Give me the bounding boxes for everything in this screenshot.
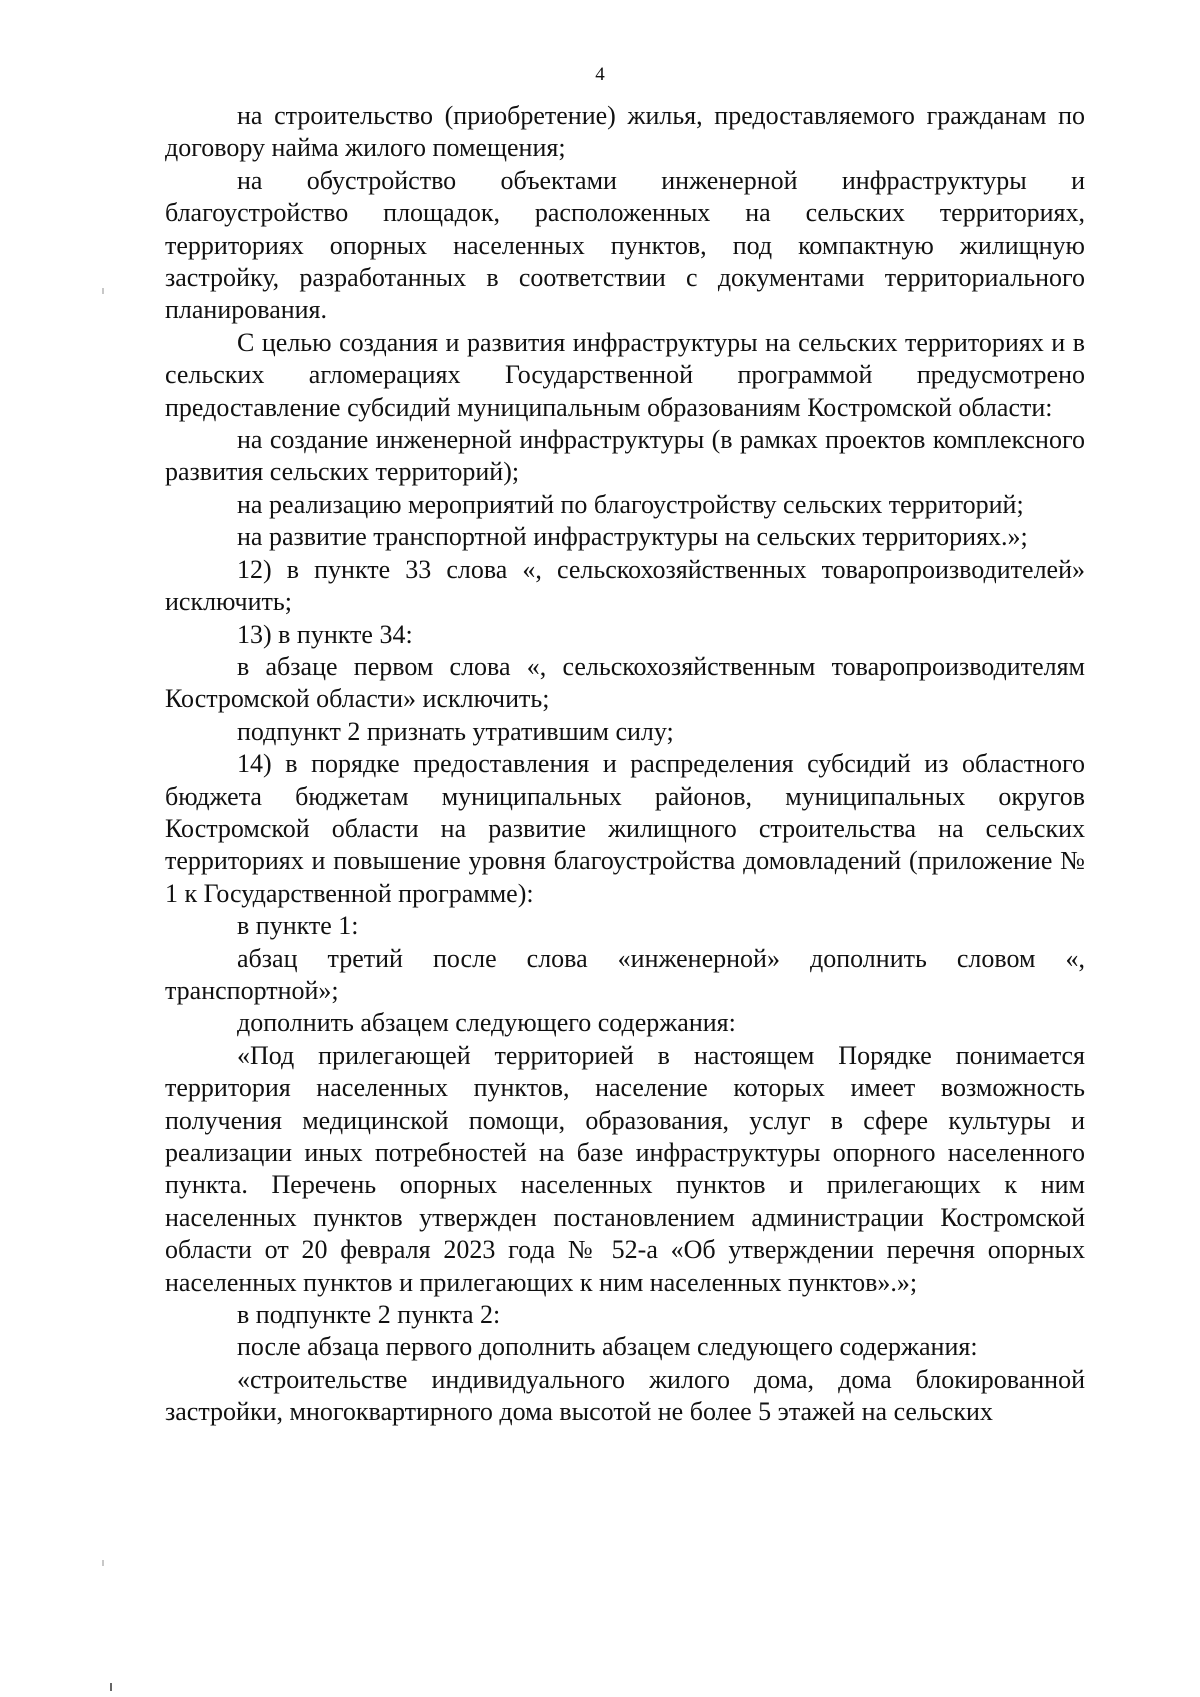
paragraph: «строительстве индивидуального жилого дома, дома блокированной застройки, многоквартирного дома высотой не более 5 этажей на сельских: [165, 1364, 1085, 1427]
paragraph: дополнить абзацем следующего содержания:: [237, 1008, 736, 1038]
paragraph: абзац третий после слова «инженерной» дополнить словом «, транспортной»;: [165, 943, 1085, 1005]
paragraph: в пункте 1:: [237, 911, 359, 941]
paragraph: в подпункте 2 пункта 2:: [237, 1300, 501, 1330]
scan-mark: [102, 1560, 104, 1566]
paragraph: С целью создания и развития инфраструктуры на сельских территориях и в сельских агломерациях Государственной программой предусмотрено предоставление субсидий муниципальным образованиям Костромской области:: [165, 327, 1085, 422]
paragraph: после абзаца первого дополнить абзацем следующего содержания:: [237, 1332, 978, 1362]
paragraph: на строительство (приобретение) жилья, предоставляемого гражданам по договору найма жилого помещения;: [165, 101, 1085, 163]
paragraph: подпункт 2 признать утратившим силу;: [237, 716, 674, 746]
document-body: [165, 100, 1085, 1429]
scan-mark: [102, 288, 104, 294]
page-number: 4: [595, 64, 605, 85]
paragraph: на создание инженерной инфраструктуры (в рамках проектов комплексного развития сельских территорий);: [165, 425, 1085, 487]
paragraph: 13) в пункте 34:: [237, 619, 413, 649]
paragraph: «Под прилегающей территорией в настоящем Порядке понимается территория населенных пунктов, население которых имеет возможность получения медицинской помощи, образования, услуг в сфере культуры и реализации иных потребностей на базе инфраструктуры опорного населенного пункта. Перечень опорных населенных пунктов и прилегающих к ним населенных пунктов утвержден постановлением администрации Костромской области от 20 февраля 2023 года № 52-а «Об утверждении перечня опорных населенных пунктов и прилегающих к ним населенных пунктов».»;: [165, 1040, 1085, 1297]
paragraph: 14) в порядке предоставления и распределения субсидий из областного бюджета бюджетам муниципальных районов, муниципальных округов Костромской области на развитие жилищного строительства на сельских территориях и повышение уровня благоустройства домовладений (приложение № 1 к Государственной программе):: [165, 749, 1085, 908]
paragraph: на развитие транспортной инфраструктуры на сельских территориях.»;: [237, 522, 1028, 552]
paragraph: на обустройство объектами инженерной инфраструктуры и благоустройство площадок, расположенных на сельских территориях, территориях опорных населенных пунктов, под компактную жилищную застройку, разработанных в соответствии с документами территориального планирования.: [165, 165, 1085, 325]
paragraph: в абзаце первом слова «, сельскохозяйственным товаропроизводителям Костромской области» исключить;: [165, 651, 1085, 714]
paragraph: на реализацию мероприятий по благоустройству сельских территорий;: [237, 489, 1024, 519]
paragraph: 12) в пункте 33 слова «, сельскохозяйственных товаропроизводителей» исключить;: [165, 554, 1085, 617]
scan-mark: [110, 1683, 112, 1691]
